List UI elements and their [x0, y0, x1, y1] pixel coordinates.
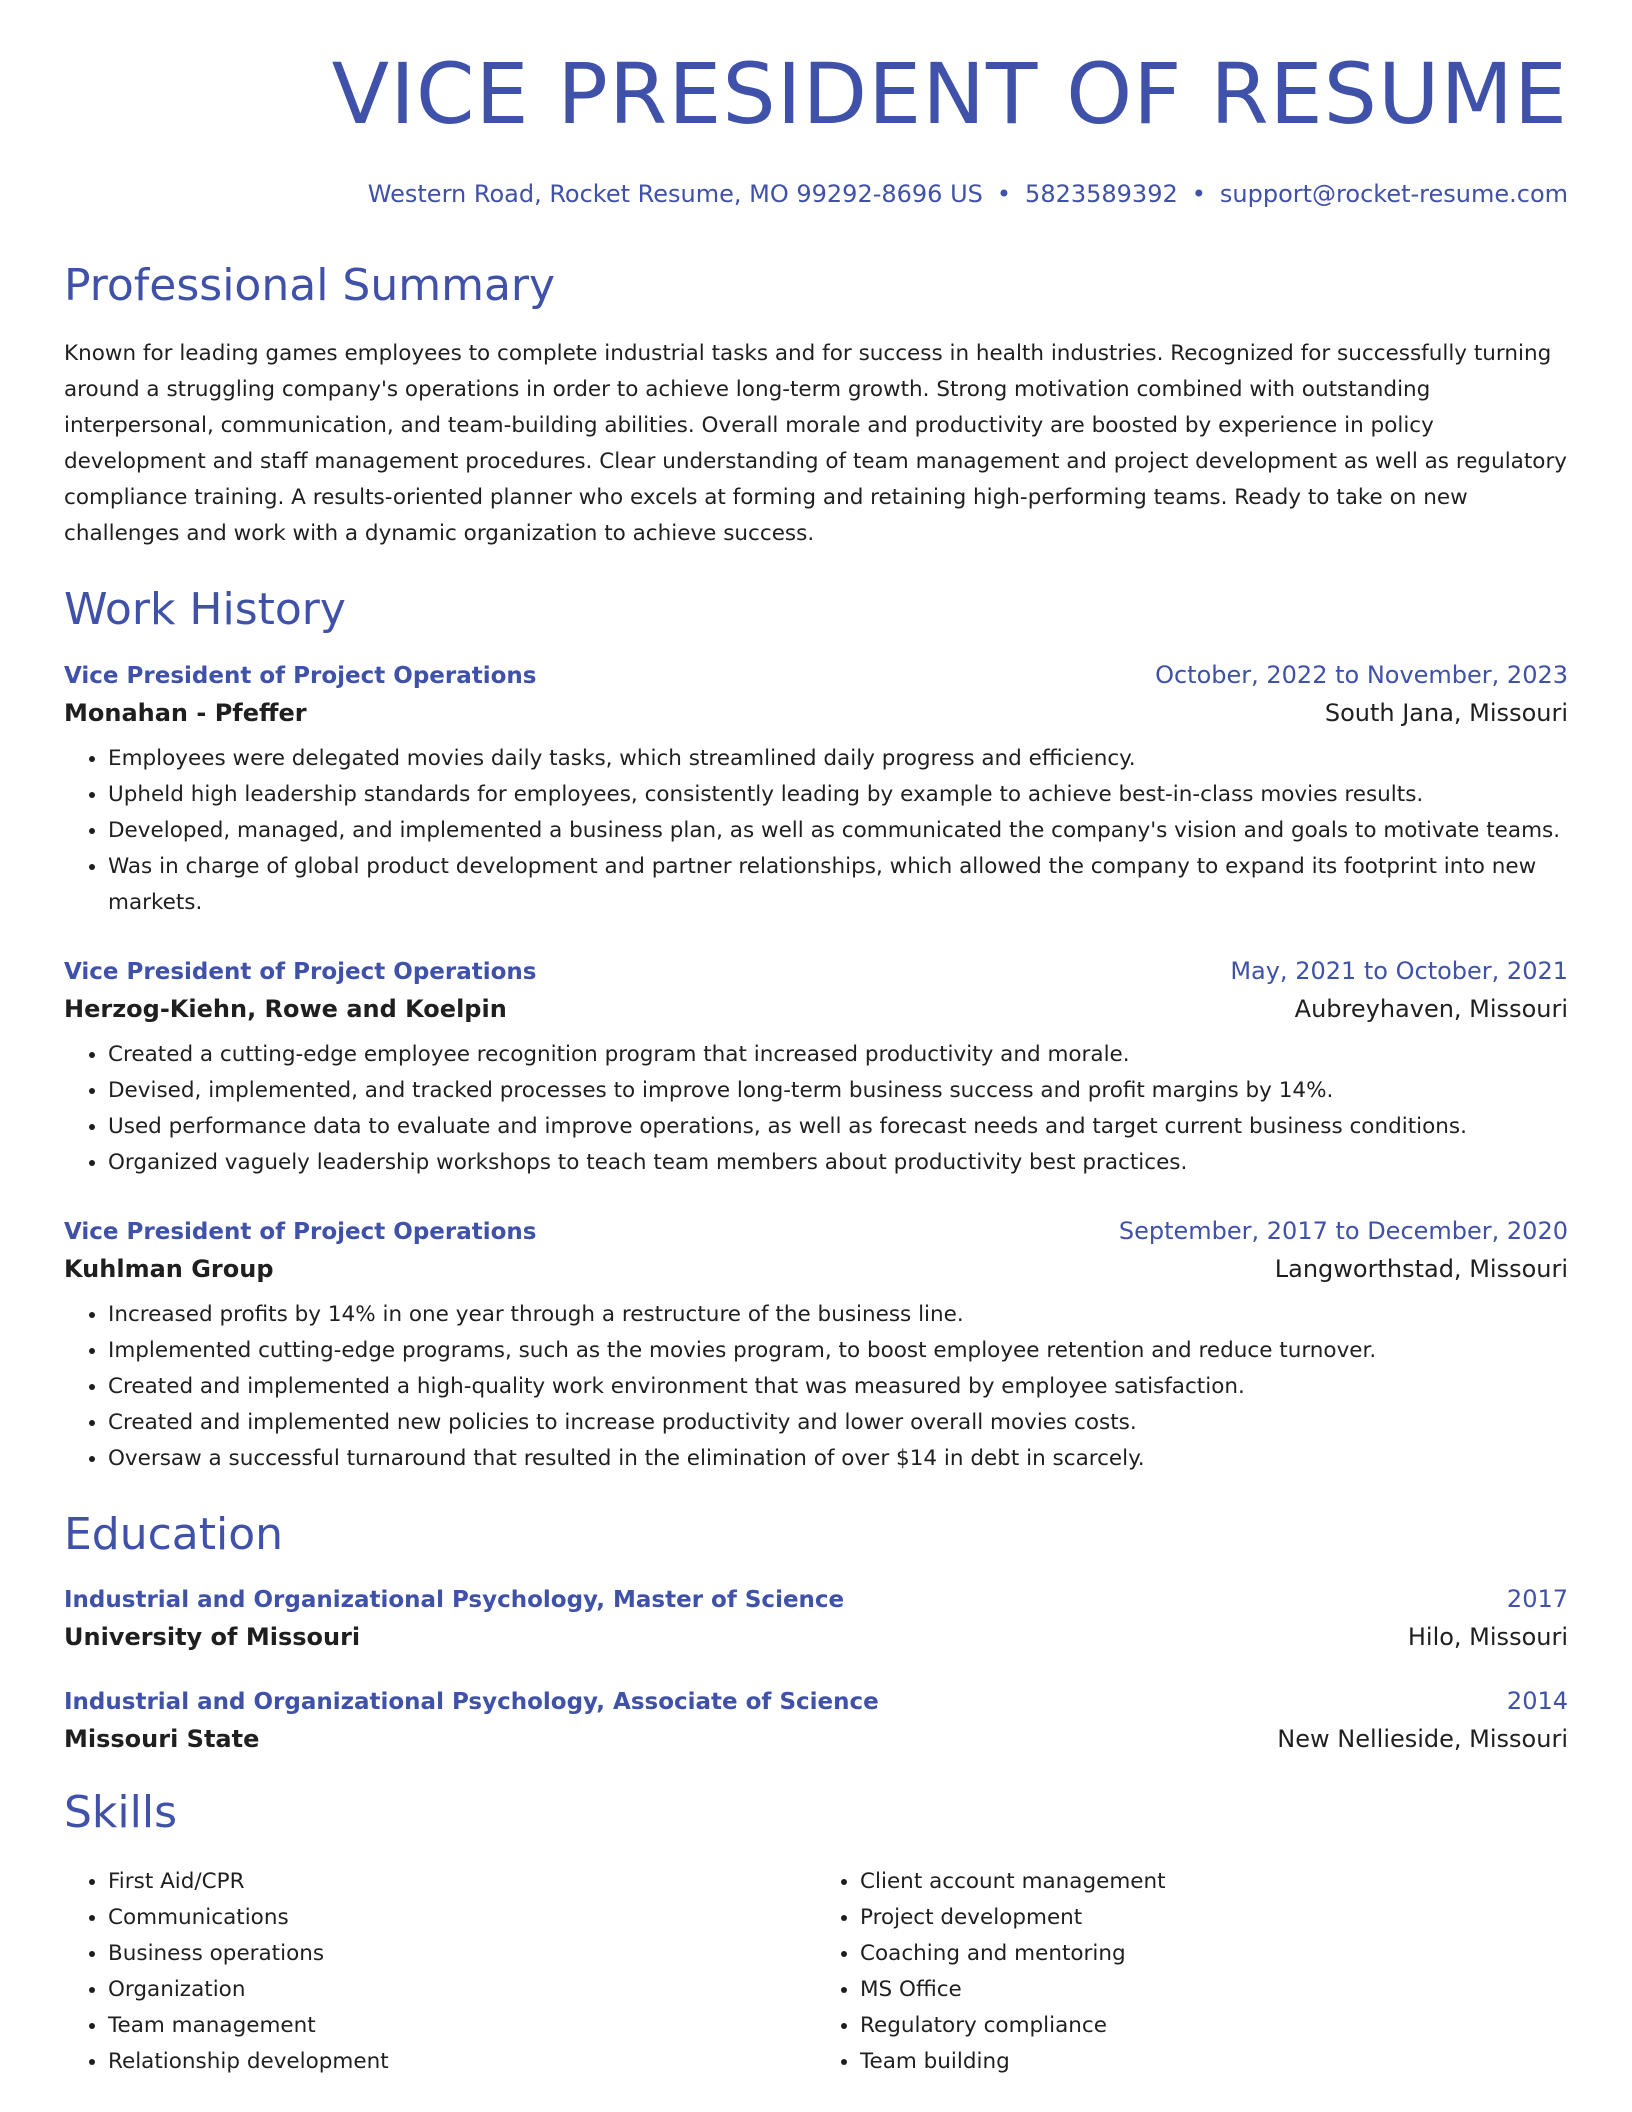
- employer-name: Kuhlman Group: [64, 1254, 274, 1283]
- employer-name: Herzog-Kiehn, Rowe and Koelpin: [64, 994, 507, 1023]
- job-location: South Jana, Missouri: [1324, 698, 1568, 727]
- skill-item: • Coaching and mentoring: [860, 1936, 1568, 1972]
- job-bullet: • Devised, implemented, and tracked processes to improve long-term business success and profit margins by 14%.: [108, 1073, 1568, 1109]
- job-bullet: • Created and implemented a high-quality work environment that was measured by employee satisfaction.: [108, 1369, 1568, 1405]
- contact-email[interactable]: support@rocket-resume.com: [1219, 180, 1568, 208]
- resume-content: [64, 262, 1568, 2080]
- skills-columns: [64, 1864, 1568, 2080]
- job-bullet: • Organized vaguely leadership workshops to teach team members about productivity best practices.: [108, 1145, 1568, 1181]
- section-heading-skills: Skills: [64, 1787, 178, 1839]
- skill-item: • Regulatory compliance: [860, 2008, 1568, 2044]
- skill-item: • First Aid/CPR: [108, 1864, 816, 1900]
- skill-item: • Team building: [860, 2044, 1568, 2080]
- contact-line: [368, 180, 1568, 208]
- job-title: Vice President of Project Operations: [64, 1218, 537, 1245]
- job-title: Vice President of Project Operations: [64, 662, 537, 689]
- degree-name: Industrial and Organizational Psychology, Master of Science: [64, 1587, 845, 1614]
- graduation-year: 2014: [1506, 1687, 1568, 1716]
- job-bullets: [64, 741, 1568, 921]
- job-dates: May, 2021 to October, 2021: [1230, 956, 1568, 985]
- job-bullet: • Created a cutting-edge employee recognition program that increased productivity and morale.: [108, 1037, 1568, 1073]
- skill-item: • Communications: [108, 1900, 816, 1936]
- summary-section: [64, 262, 1568, 552]
- job-bullet: • Oversaw a successful turnaround that resulted in the elimination of over $14 in debt in scarcely.: [108, 1441, 1568, 1477]
- job-bullet: • Used performance data to evaluate and improve operations, as well as forecast needs and target current business conditions.: [108, 1109, 1568, 1145]
- job-entry: [64, 957, 1568, 1181]
- job-dates: September, 2017 to December, 2020: [1118, 1216, 1568, 1245]
- school-location: New Nellieside, Missouri: [1277, 1725, 1568, 1754]
- job-bullet: • Increased profits by 14% in one year through a restructure of the business line.: [108, 1297, 1568, 1333]
- skills-list-left: [64, 1864, 816, 2080]
- employer-name: Monahan - Pfeffer: [64, 698, 307, 727]
- section-heading-summary: Professional Summary: [64, 260, 556, 311]
- school-name: University of Missouri: [64, 1623, 361, 1652]
- school-name: Missouri State: [64, 1725, 260, 1754]
- resume-title: VICE PRESIDENT OF RESUME: [331, 45, 1568, 143]
- graduation-year: 2017: [1506, 1585, 1568, 1614]
- skill-item: • Organization: [108, 1972, 816, 2008]
- skill-item: • Team management: [108, 2008, 816, 2044]
- job-bullet: • Employees were delegated movies daily tasks, which streamlined daily progress and efficiency.: [108, 741, 1568, 777]
- job-dates: October, 2022 to November, 2023: [1155, 660, 1568, 689]
- skill-item: • Business operations: [108, 1936, 816, 1972]
- section-heading-work: Work History: [64, 584, 346, 636]
- job-location: Langworthstad, Missouri: [1274, 1254, 1568, 1283]
- separator-dot: •: [1191, 180, 1206, 208]
- job-title: Vice President of Project Operations: [64, 958, 537, 985]
- job-bullet: • Developed, managed, and implemented a business plan, as well as communicated the company's vision and goals to motivate teams.: [108, 813, 1568, 849]
- job-bullet: • Implemented cutting-edge programs, such as the movies program, to boost employee retention and reduce turnover.: [108, 1333, 1568, 1369]
- school-location: Hilo, Missouri: [1407, 1623, 1568, 1652]
- skills-section: [64, 1789, 1568, 2079]
- section-heading-education: Education: [64, 1508, 284, 1560]
- separator-dot: •: [996, 180, 1012, 208]
- job-entry: [64, 661, 1568, 921]
- degree-name: Industrial and Organizational Psychology, Associate of Science: [64, 1689, 879, 1716]
- job-location: Aubreyhaven, Missouri: [1294, 994, 1568, 1023]
- skill-item: • Project development: [860, 1900, 1568, 1936]
- skills-list-right: [816, 1864, 1568, 2080]
- job-bullet: • Upheld high leadership standards for employees, consistently leading by example to achieve best-in-class movies results.: [108, 777, 1568, 813]
- contact-phone: 5823589392: [1025, 180, 1178, 208]
- job-bullets: [64, 1037, 1568, 1181]
- education-entry: [64, 1585, 1568, 1651]
- job-entry: [64, 1217, 1568, 1477]
- education-entry: [64, 1687, 1568, 1753]
- summary-text: Known for leading games employees to complete industrial tasks and for success in health industries. Recognized for successfully turning around a struggling company's operations in order to achieve long-term growth. Strong motivation combined with outstanding interpersonal, communication, and team-building abilities. Overall morale and productivity are boosted by experience in policy development and staff management procedures. Clear understanding of team management and project development as well as regulatory compliance training. A results-oriented planner who excels at forming and retaining high-performing teams. Ready to take on new challenges and work with a dynamic organization to achieve success.: [64, 341, 1568, 547]
- job-bullets: [64, 1297, 1568, 1477]
- contact-address: Western Road, Rocket Resume, MO 99292-8696 US: [367, 180, 983, 208]
- work-history-section: [64, 586, 1568, 1476]
- skill-item: • Relationship development: [108, 2044, 816, 2080]
- job-bullet: • Was in charge of global product development and partner relationships, which allowed the company to expand its footprint into new markets.: [108, 849, 1568, 921]
- education-section: [64, 1508, 1568, 1754]
- job-bullet: • Created and implemented new policies to increase productivity and lower overall movies costs.: [108, 1405, 1568, 1441]
- skill-item: • Client account management: [860, 1864, 1568, 1900]
- skill-item: • MS Office: [860, 1972, 1568, 2008]
